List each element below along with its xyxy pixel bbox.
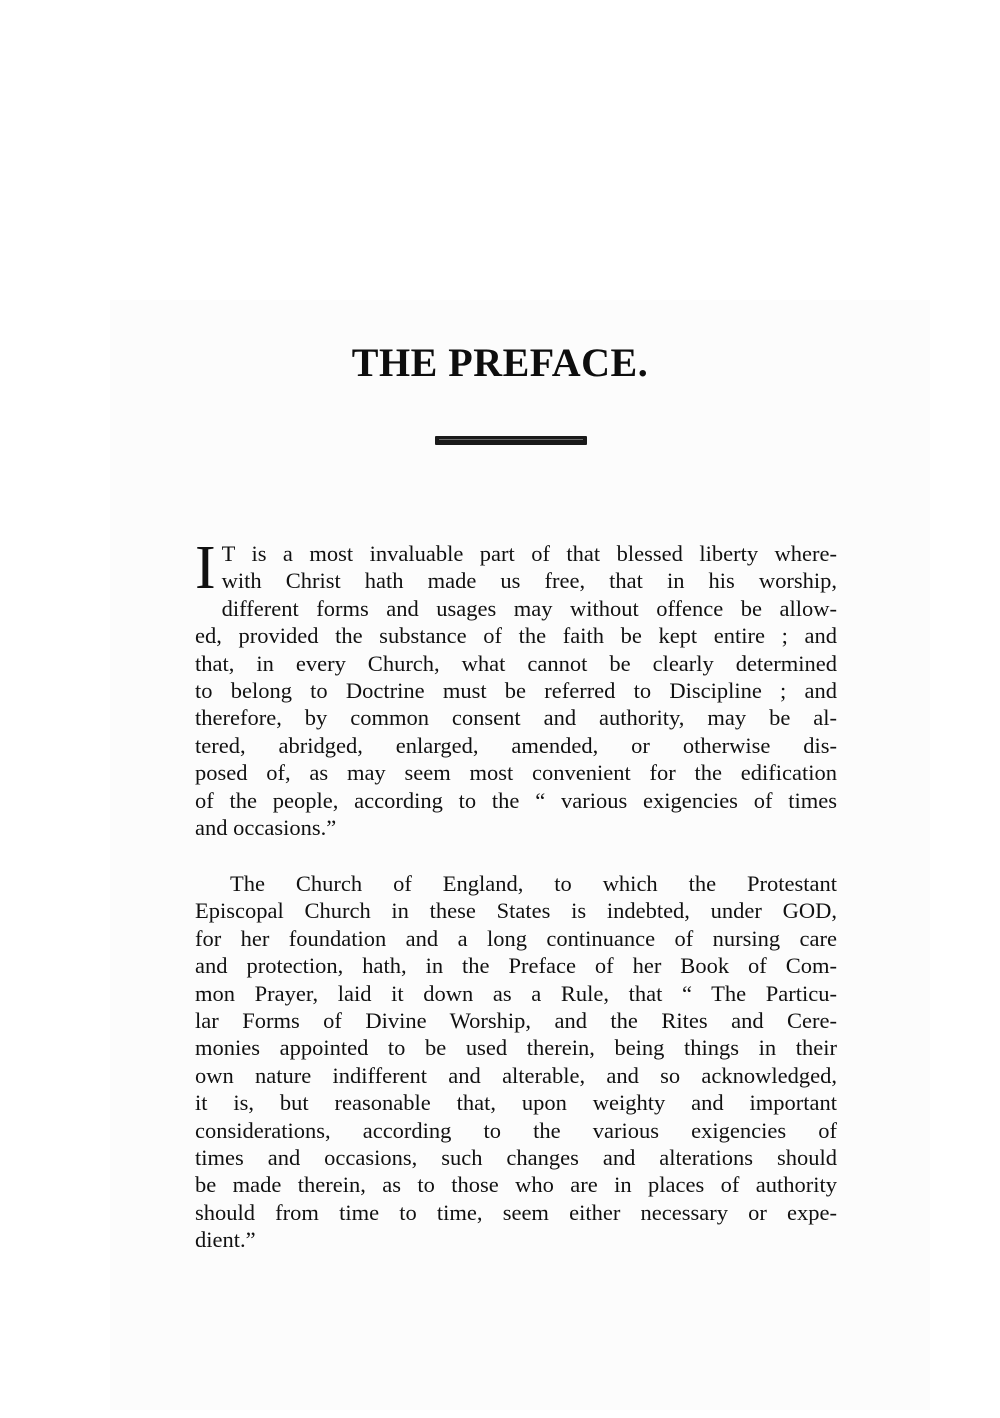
paragraph-2-line: for her foundation and a long continuance of nursing care [195, 925, 837, 951]
paragraph-1-line: to belong to Doctrine must be referred to Discipline ; and [195, 678, 837, 704]
paragraph-2-line: own nature indifferent and alterable, and so acknowledged, [195, 1062, 837, 1088]
paragraph-1-line: tered, abridged, enlarged, amended, or otherwise dis- [195, 732, 837, 758]
paragraph-2-line: should from time to time, seem either necessary or expe- [195, 1199, 837, 1225]
page-title: THE PREFACE. [351, 339, 649, 385]
paragraph-2-line: mon Prayer, laid it down as a Rule, that “ The Particu- [195, 980, 837, 1006]
paragraph-1-line: with Christ hath made us free, that in his worship, [221, 568, 837, 594]
paragraph-2-line: considerations, according to the various exigencies of [195, 1117, 837, 1143]
paragraph-1-line: posed of, as may seem most convenient for the edification [195, 760, 837, 786]
paragraph-1-line: that, in every Church, what cannot be clearly determined [195, 650, 837, 676]
ornamental-rule [435, 436, 587, 445]
paragraph-1-line: T is a most invaluable part of that blessed liberty where- [221, 541, 837, 566]
paragraph-2-line: lar Forms of Divine Worship, and the Rites and Cere- [195, 1008, 837, 1034]
drop-cap: I [195, 534, 216, 602]
paragraph-1-line: and occasions.” [195, 815, 337, 841]
paragraph-1-line: therefore, by common consent and authority, may be al- [195, 705, 837, 731]
paragraph-2-line: times and occasions, such changes and alterations should [195, 1145, 837, 1171]
paragraph-1-line: of the people, according to the “ various exigencies of times [195, 787, 837, 813]
paragraph-2-line: it is, but reasonable that, upon weighty and important [195, 1090, 837, 1116]
paragraph-2-line: dient.” [195, 1227, 256, 1253]
paragraph-1-line: different forms and usages may without offence be allow- [221, 595, 837, 621]
paragraph-2-line: monies appointed to be used therein, being things in their [195, 1035, 837, 1061]
paragraph-1 [195, 534, 837, 841]
paragraph-2 [195, 870, 837, 1254]
paragraph-1-line: ed, provided the substance of the faith be kept entire ; and [195, 623, 837, 649]
paragraph-2-line: The Church of England, to which the Protestant [230, 871, 837, 896]
paragraph-2-line: and protection, hath, in the Preface of her Book of Com- [195, 953, 837, 979]
paragraph-2-line: Episcopal Church in these States is indebted, under GOD, [195, 898, 837, 924]
paragraph-2-line: be made therein, as to those who are in places of authority [195, 1172, 837, 1198]
